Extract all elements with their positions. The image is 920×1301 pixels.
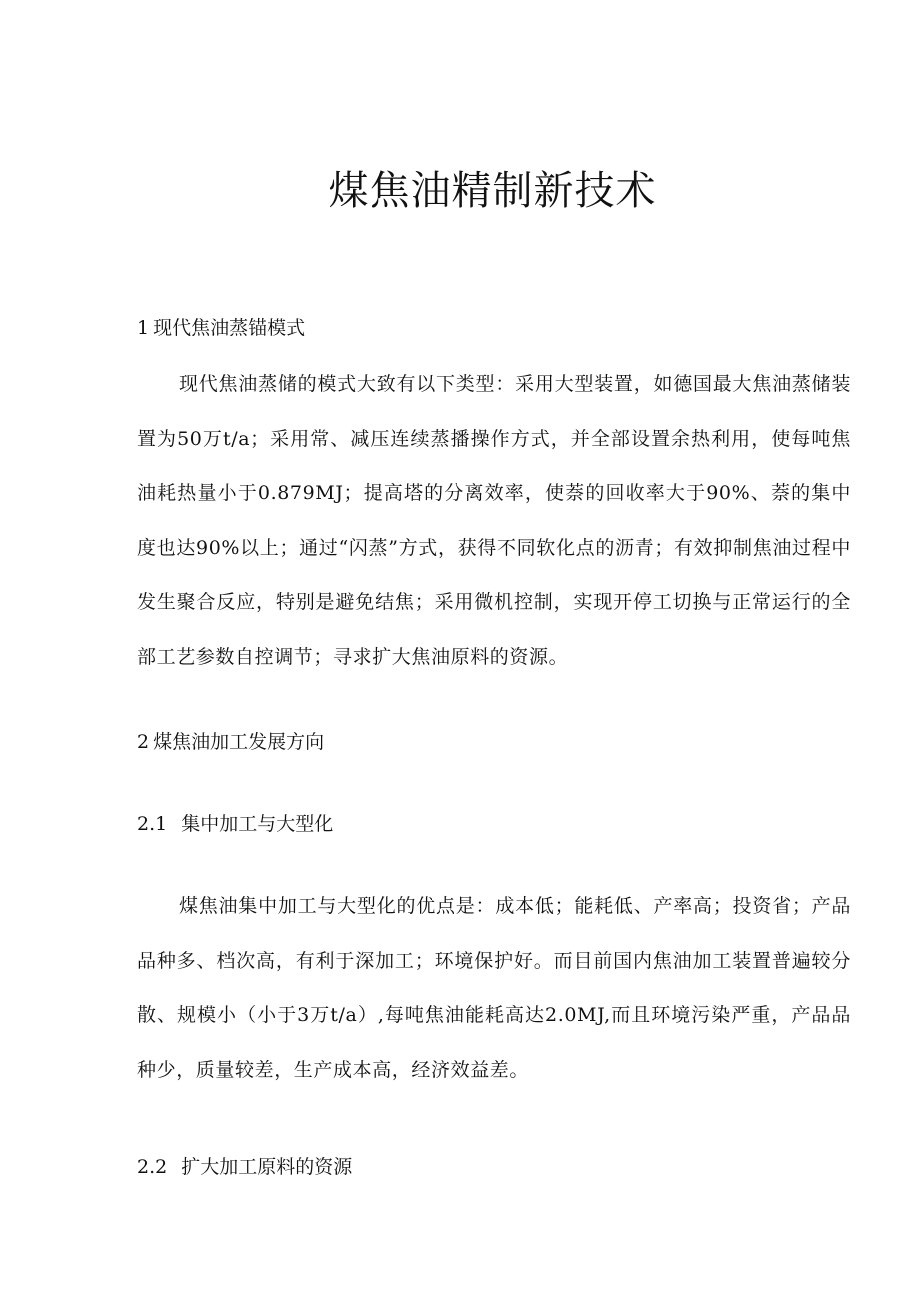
section-heading-text: 扩大加工原料的资源 bbox=[181, 1156, 353, 1178]
section-1-paragraph: 现代焦油蒸储的模式大致有以下类型：采用大型装置，如德国最大焦油蒸储装置为50万t/a；采用常、减压连续蒸播操作方式，并全部设置余热利用，使每吨焦油耗热量小于0.879MJ；提高塔的分离效率，使萘的回收率大于90%、萘的集中度也达90%以上；通过“闪蒸”方式，获得不同软化点的沥青；有效抑制焦油过程中发生聚合反应，特别是避免结焦；采用微机控制，实现开停工切换与正常运行的全部工艺参数自控调节；寻求扩大焦油原料的资源。 bbox=[137, 373, 851, 668]
section-heading-2-1 bbox=[137, 810, 333, 838]
section-heading-text: 集中加工与大型化 bbox=[181, 813, 334, 835]
section-heading-2-2 bbox=[137, 1153, 352, 1181]
section-number: 2 bbox=[137, 731, 150, 753]
section-number: 1 bbox=[137, 317, 150, 339]
document-title: 煤焦油精制新技术 bbox=[328, 168, 657, 214]
section-heading-2 bbox=[137, 728, 324, 756]
section-heading-1 bbox=[137, 314, 305, 342]
section-heading-text: 煤焦油加工发展方向 bbox=[153, 731, 325, 753]
section-number: 2.1 bbox=[137, 813, 168, 835]
section-heading-text: 现代焦油蒸锚模式 bbox=[153, 317, 306, 339]
section-2-1-paragraph: 煤焦油集中加工与大型化的优点是：成本低；能耗低、产率高；投资省；产品品种多、档次高，有利于深加工；环境保护好。而目前国内焦油加工装置普遍较分散、规模小（小于3万t/a）,每吨焦油能耗高达2.0MJ,而且环境污染严重，产品品种少，质量较差，生产成本高，经济效益差。 bbox=[137, 895, 851, 1081]
section-number: 2.2 bbox=[137, 1156, 168, 1178]
